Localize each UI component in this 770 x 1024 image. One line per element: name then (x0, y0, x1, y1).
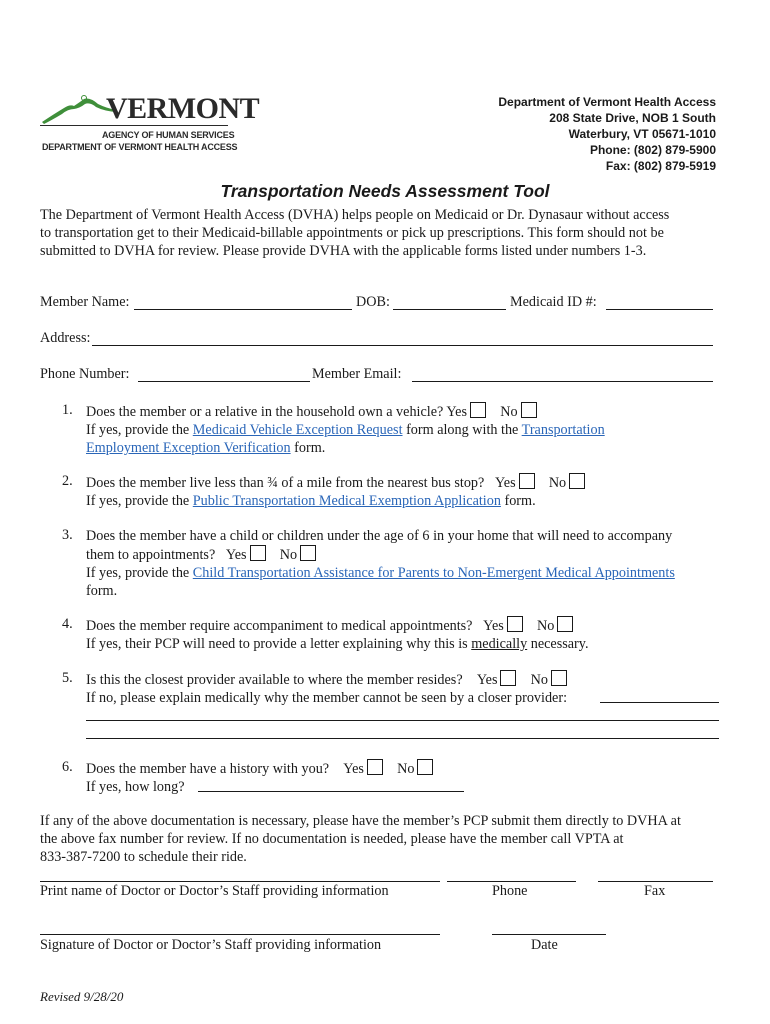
phone-number-field[interactable] (138, 381, 310, 382)
question-2-text: Does the member live less than ¾ of a mile from the nearest bus stop? (86, 475, 485, 491)
address-line-2: 208 State Drive, NOB 1 South (549, 111, 716, 125)
question-3-number: 3. (62, 527, 73, 543)
question-1-yes-label: Yes (446, 404, 468, 420)
question-4-no-checkbox[interactable] (557, 616, 573, 632)
question-6-no-checkbox[interactable] (417, 759, 433, 775)
question-4-yes-checkbox[interactable] (507, 616, 523, 632)
transportation-employment-link-part2[interactable]: Employment Exception Verification (86, 440, 291, 456)
signature-label: Signature of Doctor or Doctor’s Staff providing information (40, 937, 382, 953)
question-2-instruction: If yes, provide the (86, 493, 190, 509)
question-4-yes-label: Yes (483, 618, 504, 634)
question-4-text: Does the member require accompaniment to medical appointments? (86, 618, 473, 634)
phone-label: Phone (492, 883, 528, 899)
question-5-answer-line-2[interactable] (86, 720, 719, 721)
question-5-no-label: No (530, 672, 549, 688)
question-3-text-line-1: Does the member have a child or children under the age of 6 in your home that will need to accompany (86, 528, 673, 544)
closing-paragraph (40, 812, 740, 866)
question-1-no-checkbox[interactable] (521, 402, 537, 418)
date-field[interactable] (492, 934, 606, 935)
date-label: Date (531, 937, 558, 953)
medicaid-vehicle-exception-link[interactable]: Medicaid Vehicle Exception Request (192, 422, 403, 438)
question-5-instruction: If no, please explain medically why the member cannot be seen by a closer provider: (86, 690, 568, 706)
question-5-no-checkbox[interactable] (551, 670, 567, 686)
intro-line-1: The Department of Vermont Health Access (DVHA) helps people on Medicaid or Dr. Dynasaur without access (40, 207, 670, 223)
question-5-text: Is this the closest provider available to where the member resides? (86, 672, 463, 688)
question-2 (86, 473, 726, 510)
medicaid-id-field[interactable] (606, 309, 713, 310)
address-field[interactable] (92, 345, 713, 346)
question-3-yes-label: Yes (225, 547, 247, 563)
print-name-label: Print name of Doctor or Doctor’s Staff providing information (40, 883, 389, 899)
address-line-1: Department of Vermont Health Access (498, 95, 716, 109)
question-1-instruction-end: form. (294, 440, 326, 456)
question-4-instruction: If yes, their PCP will need to provide a letter explaining why this is (86, 636, 468, 652)
logo-agency-line: AGENCY OF HUMAN SERVICES (102, 130, 235, 140)
question-3-instruction: If yes, provide the (86, 565, 190, 581)
question-4-instruction-end: necessary. (530, 636, 589, 652)
phone-number-label: Phone Number: (40, 366, 130, 382)
page-title: Transportation Needs Assessment Tool (220, 181, 550, 201)
question-6-text: Does the member have a history with you? (86, 761, 330, 777)
question-5-number: 5. (62, 670, 73, 686)
question-4-no-label: No (536, 618, 555, 634)
question-4 (86, 616, 726, 653)
intro-paragraph (40, 206, 720, 260)
question-1-instruction-mid: form along with the (406, 422, 519, 438)
revised-date: Revised 9/28/20 (40, 989, 124, 1004)
question-5-answer-line-3[interactable] (86, 738, 719, 739)
question-4-medically: medically (471, 636, 528, 652)
child-transportation-assistance-link[interactable]: Child Transportation Assistance for Parents to Non-Emergent Medical Appointments (192, 565, 675, 581)
question-2-instruction-end: form. (504, 493, 536, 509)
question-3 (86, 527, 746, 600)
question-2-yes-label: Yes (494, 475, 516, 491)
question-2-number: 2. (62, 473, 73, 489)
address-label: Address: (40, 330, 91, 346)
signature-field[interactable] (40, 934, 440, 935)
question-3-text-line-2: them to appointments? (86, 547, 216, 563)
address-line-3: Waterbury, VT 05671-1010 (568, 127, 716, 141)
question-2-no-checkbox[interactable] (569, 473, 585, 489)
question-6-no-label: No (397, 761, 415, 777)
dob-label: DOB: (356, 294, 390, 310)
question-5-yes-label: Yes (476, 672, 498, 688)
logo-department-line: DEPARTMENT OF VERMONT HEALTH ACCESS (42, 142, 238, 152)
transportation-employment-link-part1[interactable]: Transportation (521, 422, 605, 438)
question-1-instruction: If yes, provide the (86, 422, 190, 438)
address-fax: Fax: (802) 879-5919 (605, 159, 716, 173)
question-3-instruction-end: form. (86, 583, 118, 599)
question-3-no-label: No (279, 547, 298, 563)
question-4-number: 4. (62, 616, 73, 632)
question-3-yes-checkbox[interactable] (250, 545, 266, 561)
closing-line-1: If any of the above documentation is necessary, please have the member’s PCP submit them directly to DVHA at (40, 813, 681, 829)
print-name-field[interactable] (40, 881, 440, 882)
intro-line-2: to transportation get to their Medicaid-billable appointments or pick up prescriptions. This form should not be (40, 225, 664, 241)
address-phone: Phone: (802) 879-5900 (589, 143, 716, 157)
closing-line-3: 833-387-7200 to schedule their ride. (40, 849, 247, 865)
dob-field[interactable] (393, 309, 506, 310)
intro-line-3: submitted to DVHA for review. Please provide DVHA with the applicable forms listed under numbers 1-3. (40, 243, 647, 259)
fax-label: Fax (644, 883, 666, 899)
question-6-answer-line[interactable] (198, 791, 464, 792)
question-2-yes-checkbox[interactable] (519, 473, 535, 489)
closing-line-2: the above fax number for review. If no documentation is needed, please have the member call VPTA at (40, 831, 624, 847)
member-email-label: Member Email: (312, 366, 402, 382)
vermont-logo (40, 92, 260, 154)
member-name-field[interactable] (134, 309, 352, 310)
member-email-field[interactable] (412, 381, 713, 382)
question-3-no-checkbox[interactable] (300, 545, 316, 561)
question-1-number: 1. (62, 402, 73, 418)
question-6-instruction: If yes, how long? (86, 779, 185, 795)
question-6-yes-checkbox[interactable] (367, 759, 383, 775)
question-1-no-label: No (500, 404, 518, 420)
question-5-yes-checkbox[interactable] (500, 670, 516, 686)
question-6-number: 6. (62, 759, 73, 775)
logo-wordmark: VERMONT (106, 92, 260, 125)
medicaid-id-label: Medicaid ID #: (510, 294, 597, 310)
question-1-text: Does the member or a relative in the household own a vehicle? (86, 404, 444, 420)
member-name-label: Member Name: (40, 294, 130, 310)
question-1 (86, 402, 726, 457)
question-1-yes-checkbox[interactable] (470, 402, 486, 418)
question-5-answer-line-1[interactable] (600, 702, 719, 703)
question-6-yes-label: Yes (343, 761, 364, 777)
address-block (498, 94, 716, 174)
doctor-fax-field[interactable] (598, 881, 713, 882)
doctor-phone-field[interactable] (447, 881, 576, 882)
question-2-no-label: No (548, 475, 567, 491)
public-transportation-exemption-link[interactable]: Public Transportation Medical Exemption Application (192, 493, 501, 509)
